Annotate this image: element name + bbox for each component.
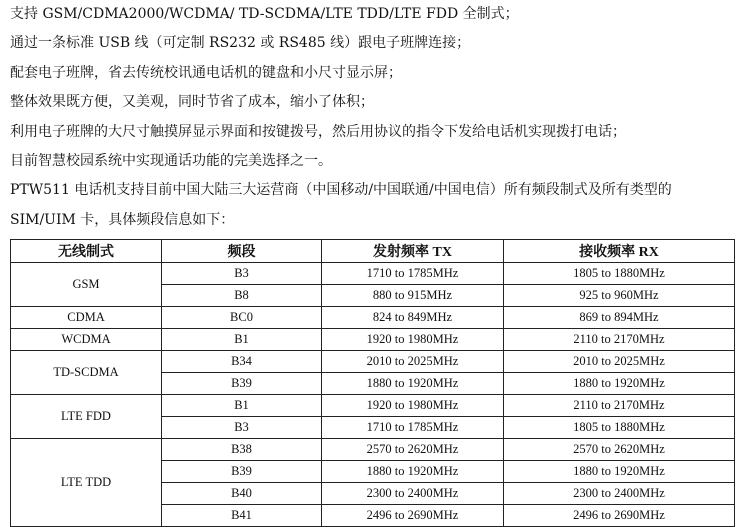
wireless-mode-cell: GSM xyxy=(11,263,162,307)
table-row xyxy=(11,329,735,351)
header-tx-frequency: 发射频率 TX xyxy=(322,240,504,263)
paragraph-touchscreen-dialing: 利用电子班牌的大尺寸触摸屏显示界面和按键拨号，然后用协议的指令下发给电话机实现拨打电话； xyxy=(10,123,626,140)
wireless-mode-cell: WCDMA xyxy=(11,329,162,351)
band-cell: B1 xyxy=(162,395,322,417)
table-row xyxy=(11,307,735,329)
band-cell: B39 xyxy=(162,461,322,483)
tx-frequency-cell: 2570 to 2620MHz xyxy=(322,439,504,461)
rx-frequency-cell: 2570 to 2620MHz xyxy=(504,439,735,461)
paragraph-usb-connection: 通过一条标准 USB 线（可定制 RS232 或 RS485 线）跟电子班牌连接； xyxy=(10,35,471,52)
wireless-mode-cell: CDMA xyxy=(11,307,162,329)
band-cell: B40 xyxy=(162,483,322,505)
wireless-mode-cell: TD-SCDMA xyxy=(11,351,162,395)
paragraph-class-board-pairing: 配套电子班牌，省去传统校讯通电话机的键盘和小尺寸显示屏； xyxy=(10,64,402,81)
band-cell: B38 xyxy=(162,439,322,461)
band-cell: B39 xyxy=(162,373,322,395)
tx-frequency-cell: 824 to 849MHz xyxy=(322,307,504,329)
table-row xyxy=(11,351,735,373)
band-cell: B1 xyxy=(162,329,322,351)
tx-frequency-cell: 1920 to 1980MHz xyxy=(322,395,504,417)
tx-frequency-cell: 880 to 915MHz xyxy=(322,285,504,307)
table-header-row xyxy=(11,240,735,263)
band-cell: B3 xyxy=(162,263,322,285)
header-band: 频段 xyxy=(162,240,322,263)
document-body xyxy=(10,0,735,235)
rx-frequency-cell: 1880 to 1920MHz xyxy=(504,373,735,395)
table-body xyxy=(11,263,735,527)
rx-frequency-cell: 1880 to 1920MHz xyxy=(504,461,735,483)
table-row xyxy=(11,395,735,417)
tx-frequency-cell: 1710 to 1785MHz xyxy=(322,263,504,285)
band-cell: B3 xyxy=(162,417,322,439)
tx-frequency-cell: 2300 to 2400MHz xyxy=(322,483,504,505)
band-cell: BC0 xyxy=(162,307,322,329)
wireless-mode-cell: LTE TDD xyxy=(11,439,162,527)
table-row xyxy=(11,439,735,461)
band-cell: B8 xyxy=(162,285,322,307)
band-cell: B34 xyxy=(162,351,322,373)
header-wireless-mode: 无线制式 xyxy=(11,240,162,263)
rx-frequency-cell: 2110 to 2170MHz xyxy=(504,329,735,351)
rx-frequency-cell: 2110 to 2170MHz xyxy=(504,395,735,417)
paragraph-band-info-intro: SIM/UIM 卡，具体频段信息如下： xyxy=(10,211,235,228)
header-rx-frequency: 接收频率 RX xyxy=(504,240,735,263)
paragraph-carrier-support: PTW511 电话机支持目前中国大陆三大运营商（中国移动/中国联通/中国电信）所有频段制式及所有类型的 xyxy=(10,182,672,199)
tx-frequency-cell: 1880 to 1920MHz xyxy=(322,373,504,395)
tx-frequency-cell: 2496 to 2690MHz xyxy=(322,505,504,527)
rx-frequency-cell: 925 to 960MHz xyxy=(504,285,735,307)
table-row xyxy=(11,263,735,285)
rx-frequency-cell: 2300 to 2400MHz xyxy=(504,483,735,505)
rx-frequency-cell: 1805 to 1880MHz xyxy=(504,263,735,285)
frequency-band-table xyxy=(10,239,735,527)
rx-frequency-cell: 2496 to 2690MHz xyxy=(504,505,735,527)
paragraph-overall-effect: 整体效果既方便，又美观，同时节省了成本，缩小了体积； xyxy=(10,94,374,111)
band-cell: B41 xyxy=(162,505,322,527)
tx-frequency-cell: 2010 to 2025MHz xyxy=(322,351,504,373)
wireless-mode-cell: LTE FDD xyxy=(11,395,162,439)
tx-frequency-cell: 1710 to 1785MHz xyxy=(322,417,504,439)
tx-frequency-cell: 1920 to 1980MHz xyxy=(322,329,504,351)
paragraph-smart-campus: 目前智慧校园系统中实现通话功能的完美选择之一。 xyxy=(10,153,332,170)
rx-frequency-cell: 2010 to 2025MHz xyxy=(504,351,735,373)
rx-frequency-cell: 1805 to 1880MHz xyxy=(504,417,735,439)
rx-frequency-cell: 869 to 894MHz xyxy=(504,307,735,329)
tx-frequency-cell: 1880 to 1920MHz xyxy=(322,461,504,483)
paragraph-full-mode-support: 支持 GSM/CDMA2000/WCDMA/ TD-SCDMA/LTE TDD/LTE FDD 全制式； xyxy=(10,6,519,22)
